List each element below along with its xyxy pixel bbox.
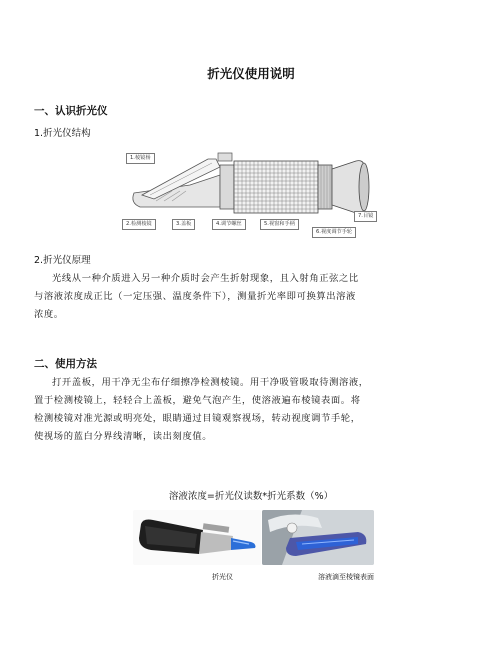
refractometer-photo xyxy=(133,510,261,565)
caption-refractometer: 折光仪 xyxy=(212,573,233,581)
principle-line-2: 与溶液浓度成正比（一定压强、温度条件下），测量折光率即可换算出溶液 xyxy=(34,291,356,302)
method-paragraph xyxy=(34,374,470,446)
diagram-label-5: 5.视窗和手柄 xyxy=(260,219,299,230)
refractometer-diagram xyxy=(120,145,382,237)
caption-prism: 溶液滴至棱镜表面 xyxy=(318,573,374,581)
principle-line-3: 浓度。 xyxy=(34,309,64,320)
method-line-3: 检测棱镜对准光源或明亮处，眼睛通过目镜观察视场，转动视度调节手轮， xyxy=(34,413,361,424)
diagram-label-6: 6.视度调节手轮 xyxy=(312,227,356,238)
principle-line-1: 光线从一种介质进入另一种介质时会产生折射现象，且入射角正弦之比 xyxy=(52,273,359,284)
diagram-label-4: 4.调节螺丝 xyxy=(212,219,246,230)
diagram-label-3: 3.盖板 xyxy=(172,219,195,230)
prism-photo xyxy=(262,510,374,565)
principle-paragraph xyxy=(34,270,470,324)
page-title: 折光仪使用说明 xyxy=(207,66,295,81)
diagram-label-2: 2.检测棱镜 xyxy=(122,219,156,230)
section-heading-1: 一、认识折光仪 xyxy=(34,105,108,117)
subheading-structure: 1.折光仪结构 xyxy=(34,128,91,139)
section-heading-2: 二、使用方法 xyxy=(34,358,97,370)
method-line-2: 置于检测棱镜上，轻轻合上盖板，避免气泡产生，使溶液遍布棱镜表面。将 xyxy=(34,395,361,406)
subheading-principle: 2.折光仪原理 xyxy=(34,255,91,266)
method-line-4: 使视场的蓝白分界线清晰，读出刻度值。 xyxy=(34,431,213,442)
diagram-label-7: 7.目镜 xyxy=(354,211,377,222)
diagram-label-1: 1.棱镜杨 xyxy=(126,153,155,164)
method-line-1: 打开盖板，用干净无尘布仔细擦净检测棱镜。用干净吸管吸取待测溶液， xyxy=(52,377,369,388)
formula-line: 溶液浓度=折光仪读数*折光系数（%） xyxy=(168,491,334,502)
refractometer-drawing xyxy=(120,145,382,237)
